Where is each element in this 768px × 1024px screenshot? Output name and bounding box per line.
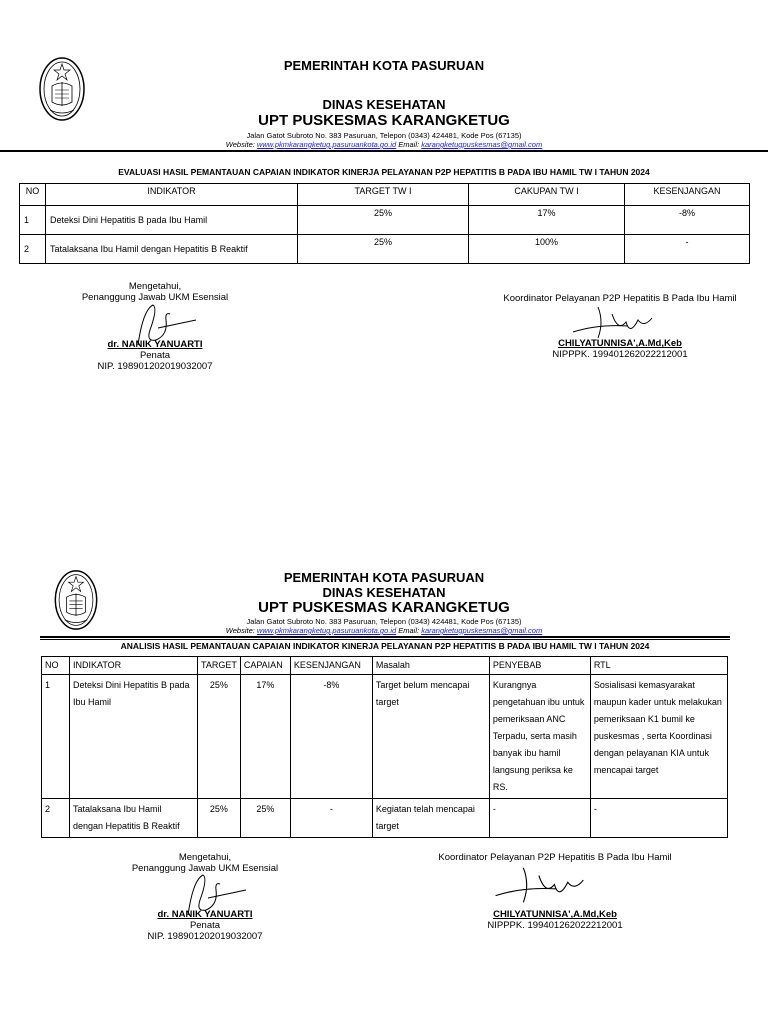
col-header: KESENJANGAN <box>290 657 372 675</box>
contact-line <box>0 626 768 635</box>
email-label: Email: <box>398 626 420 635</box>
sign-right-name: CHILYATUNNISA',A.Md,Keb <box>558 338 682 349</box>
sign-right-line1: Koordinator Pelayanan P2P Hepatitis B Pada Ibu Hamil <box>503 293 737 304</box>
sign-left-line2: Penanggung Jawab UKM Esensial <box>131 863 279 874</box>
doc-title: EVALUASI HASIL PEMANTAUAN CAPAIAN INDIKATOR KINERJA PELAYANAN P2P HEPATITIS B PADA IBU HAMIL TW I TAHUN 2024 <box>118 167 650 177</box>
table-header-row <box>20 184 750 206</box>
signature-right-icon <box>490 862 590 907</box>
cell-rtl: Sosialisasi kemasyarakat maupun kader untuk melakukan pemeriksaan K1 bumil ke puskesmas , serta Koordinasi dengan pelayanan KIA untuk mencapai target <box>590 675 727 799</box>
cell-no: 2 <box>20 235 46 264</box>
cell-target: 25% <box>298 235 469 264</box>
sign-left-line2: Penanggung Jawab UKM Esensial <box>81 292 229 303</box>
col-header: Masalah <box>372 657 489 675</box>
cell-penyebab: - <box>489 799 590 838</box>
cell-cakupan: 100% <box>469 235 625 264</box>
sign-left-rank: Penata <box>139 350 171 361</box>
sign-right-line1: Koordinator Pelayanan P2P Hepatitis B Pada Ibu Hamil <box>438 852 672 863</box>
sign-left-name: dr. NANIK YANUARTI <box>157 909 253 920</box>
cell-kesenjangan: -8% <box>625 206 750 235</box>
cell-no: 2 <box>42 799 70 838</box>
cell-kesenjangan: - <box>625 235 750 264</box>
upt-name: UPT PUSKESMAS KARANGKETUG <box>258 112 510 129</box>
sign-left-nip: NIP. 198901202019032007 <box>97 361 213 372</box>
website-label: Website: <box>225 626 255 635</box>
cell-capaian: 25% <box>240 799 290 838</box>
cell-no: 1 <box>20 206 46 235</box>
cell-penyebab: Kurangnya pengetahuan ibu untuk pemeriksaan ANC Terpadu, serta masih banyak ibu hamil langsung periksa ke RS. <box>489 675 590 799</box>
table-row <box>42 799 728 838</box>
cell-kesenjangan: -8% <box>290 675 372 799</box>
sign-left-details <box>60 339 250 372</box>
col-header: KESENJANGAN <box>625 184 750 206</box>
sign-left-rank: Penata <box>189 920 221 931</box>
sign-right-details <box>415 909 695 931</box>
evaluasi-table <box>19 183 750 264</box>
sign-right-nip: NIPPPK. 199401262022212001 <box>487 920 623 931</box>
col-header: NO <box>20 184 46 206</box>
sign-right-name: CHILYATUNNISA',A.Md,Keb <box>493 909 617 920</box>
website-link[interactable]: www.pkmkarangketug.pasuruankota.go.id <box>256 140 397 149</box>
table-row <box>20 206 750 235</box>
cell-rtl: - <box>590 799 727 838</box>
dept-name: DINAS KESEHATAN <box>322 585 446 600</box>
header-rule <box>0 150 768 152</box>
col-header: TARGET <box>198 657 241 675</box>
cell-masalah: Target belum mencapai target <box>372 675 489 799</box>
gov-name: PEMERINTAH KOTA PASURUAN <box>283 570 485 585</box>
signature-right-icon <box>568 302 658 342</box>
sign-right-details <box>480 338 760 360</box>
cell-cakupan: 17% <box>469 206 625 235</box>
sign-left-nip: NIP. 198901202019032007 <box>147 931 263 942</box>
address: Jalan Gatot Subroto No. 383 Pasuruan, Telepon (0343) 424481, Kode Pos (67135) <box>246 617 522 626</box>
dept-name: DINAS KESEHATAN <box>322 97 446 112</box>
cell-no: 1 <box>42 675 70 799</box>
website-link[interactable]: www.pkmkarangketug.pasuruankota.go.id <box>256 626 397 635</box>
cell-indikator: Deteksi Dini Hepatitis B pada Ibu Hamil <box>46 206 298 235</box>
table-row <box>42 675 728 799</box>
email-link[interactable]: karangketugpuskesmas@gmail.com <box>421 626 543 635</box>
address: Jalan Gatot Subroto No. 383 Pasuruan, Telepon (0343) 424481, Kode Pos (67135) <box>246 131 522 140</box>
sign-right-nip: NIPPPK. 199401262022212001 <box>552 349 688 360</box>
col-header: CAKUPAN TW I <box>469 184 625 206</box>
cell-masalah: Kegiatan telah mencapai target <box>372 799 489 838</box>
col-header: CAPAIAN <box>240 657 290 675</box>
sign-left-name: dr. NANIK YANUARTI <box>107 339 203 350</box>
sign-left-details <box>110 909 300 942</box>
sign-left-line1: Mengetahui, <box>128 281 182 292</box>
cell-target: 25% <box>298 206 469 235</box>
col-header: RTL <box>590 657 727 675</box>
email-label: Email: <box>398 140 420 149</box>
cell-indikator: Deteksi Dini Hepatitis B pada Ibu Hamil <box>70 675 198 799</box>
cell-indikator: Tatalaksana Ibu Hamil dengan Hepatitis B Reaktif <box>46 235 298 264</box>
sign-left-line1: Mengetahui, <box>178 852 232 863</box>
email-link[interactable]: karangketugpuskesmas@gmail.com <box>421 140 543 149</box>
cell-kesenjangan: - <box>290 799 372 838</box>
cell-indikator: Tatalaksana Ibu Hamil dengan Hepatitis B Reaktif <box>70 799 198 838</box>
upt-name: UPT PUSKESMAS KARANGKETUG <box>258 599 510 616</box>
analisis-table <box>41 656 728 838</box>
contact-line <box>0 140 768 149</box>
col-header: PENYEBAB <box>489 657 590 675</box>
cell-target: 25% <box>198 675 241 799</box>
col-header: INDIKATOR <box>46 184 298 206</box>
cell-capaian: 17% <box>240 675 290 799</box>
header-rule <box>40 636 730 638</box>
col-header: INDIKATOR <box>70 657 198 675</box>
table-header-row <box>42 657 728 675</box>
col-header: TARGET TW I <box>298 184 469 206</box>
doc-title: ANALISIS HASIL PEMANTAUAN CAPAIAN INDIKATOR KINERJA PELAYANAN P2P HEPATITIS B PADA IBU HAMIL TW I TAHUN 2024 <box>120 641 650 651</box>
header-rule-thin <box>40 639 730 640</box>
col-header: NO <box>42 657 70 675</box>
cell-target: 25% <box>198 799 241 838</box>
website-label: Website: <box>225 140 255 149</box>
table-row <box>20 235 750 264</box>
gov-name: PEMERINTAH KOTA PASURUAN <box>283 58 485 73</box>
